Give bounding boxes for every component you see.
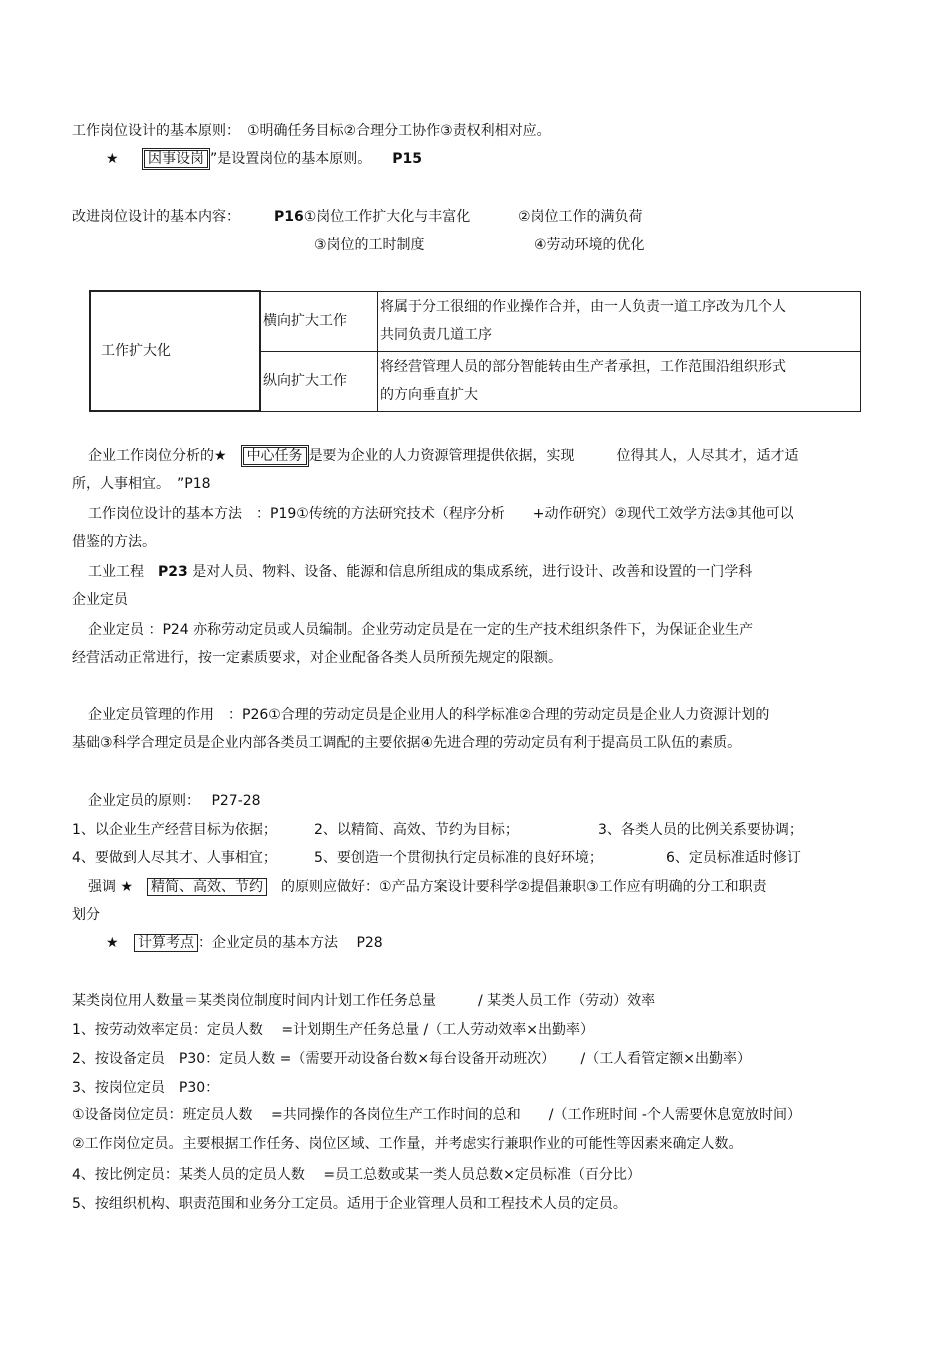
role-line-2: 基础③科学合理定员是企业内部各类员工调配的主要依据④先进合理的劳动定员有利于提高员工队伍的素质。 — [72, 735, 742, 751]
improve-item-4: ④劳动环境的优化 — [534, 237, 645, 253]
formula-line: 某类岗位用人数量＝某类岗位制度时间内计划工作任务总量 / 某类人员工作（劳动）效率 — [72, 993, 656, 1009]
principles-line: 工作岗位设计的基本原则： ①明确任务目标②合理分工协作③责权利相对应。 — [72, 123, 551, 139]
boxed-term: 中心任务 — [241, 445, 309, 467]
analysis-pre: 企业工作岗位分析的★ — [88, 448, 227, 464]
emphasis-line-1 — [88, 877, 767, 897]
method-2: 2、按设备定员 P30：定员人数 =（需要开动设备台数×每台设备开动班次） /（工人看管定额×出勤率） — [72, 1051, 751, 1067]
boxed-term: 因事设岗 — [142, 148, 210, 170]
page-ref: P23 — [158, 564, 188, 580]
table-row-desc: 将经营管理人员的部分智能转由生产者承担，工作范围沿组织形式 的方向垂直扩大 — [378, 351, 861, 411]
method-3: 3、按岗位定员 P30： — [72, 1080, 220, 1096]
improve-label: 改进岗位设计的基本内容： — [72, 209, 240, 225]
boxed-term: 精简、高效、节约 — [147, 878, 267, 896]
star-icon: ★ — [106, 151, 119, 167]
job-enlargement-table — [89, 290, 861, 412]
table-row-name: 横向扩大工作 — [260, 291, 378, 351]
principle-4: 4、要做到人尽其才、人事相宜； — [72, 850, 277, 866]
emphasis-line-2: 划分 — [72, 907, 100, 923]
principle-1: 1、以企业生产经营目标为依据； — [72, 822, 277, 838]
staffing-def-2: 经营活动正常进行，按一定素质要求，对企业配备各类人员所预先规定的限额。 — [72, 650, 562, 666]
calc-rest: ：企业定员的基本方法 P28 — [198, 935, 383, 951]
boxed-term: 计算考点 — [134, 934, 198, 952]
ie-line: 工业工程 P23 是对人员、物料、设备、能源和信息所组成的集成系统，进行设计、改善和设置的一门学科 — [88, 564, 753, 580]
analysis-rest: 是要为企业的人力资源管理提供依据，实现 位得其人，人尽其才，适才适 — [308, 448, 799, 464]
item-text: ①岗位工作扩大化与丰富化 — [303, 209, 471, 225]
table-main-cell: 工作扩大化 — [90, 291, 260, 411]
principle-5: 5、要创造一个贯彻执行定员标准的良好环境； — [314, 850, 603, 866]
analysis-line-1 — [88, 446, 799, 466]
staffing-heading: 企业定员 — [72, 592, 128, 608]
method-line-2: 借鉴的方法。 — [72, 534, 156, 550]
principle-2: 2、以精简、高效、节约为目标； — [314, 822, 519, 838]
principle-heading: 企业定员的原则： P27-28 — [88, 793, 261, 809]
star-icon: ★ — [106, 935, 119, 951]
analysis-line-2: 所，人事相宜。 ”P18 — [72, 476, 211, 492]
table-row-name: 纵向扩大工作 — [260, 351, 378, 411]
method-3-1: ①设备岗位定员：班定员人数 =共同操作的各岗位生产工作时间的总和 /（工作班时间 -个人需要休息宽放时间） — [72, 1107, 801, 1123]
principle-3: 3、各类人员的比例关系要协调； — [598, 822, 803, 838]
method-4: 4、按比例定员：某类人员的定员人数 =员工总数或某一类人员总数×定员标准（百分比） — [72, 1167, 641, 1183]
improve-item-2: ②岗位工作的满负荷 — [518, 209, 643, 225]
calc-heading — [106, 933, 383, 953]
principle-6: 6、定员标准适时修订 — [666, 850, 801, 866]
page-ref: P15 — [392, 151, 423, 167]
method-line-1: 工作岗位设计的基本方法 ：P19①传统的方法研究技术（程序分析 +动作研究）②现代工效学方法③其他可以 — [88, 506, 794, 522]
improve-item-3: ③岗位的工时制度 — [314, 237, 425, 253]
method-3-2: ②工作岗位定员。主要根据工作任务、岗位区域、工作量，并考虑实行兼职作业的可能性等因素来确定人数。 — [72, 1136, 743, 1152]
emphasis-rest: 的原则应做好：①产品方案设计要科学②提倡兼职③工作应有明确的分工和职责 — [281, 879, 767, 895]
improve-item-1 — [274, 207, 470, 227]
method-1: 1、按劳动效率定员：定员人数 =计划期生产任务总量 /（工人劳动效率×出勤率） — [72, 1022, 594, 1038]
staffing-def-1: 企业定员 ：P24 亦称劳动定员或人员编制。企业劳动定员是在一定的生产技术组织条件下，为保证企业生产 — [88, 622, 754, 638]
emphasis-pre: 强调 ★ — [88, 879, 134, 895]
post-principle-line — [106, 149, 422, 169]
method-5: 5、按组织机构、职责范围和业务分工定员。适用于企业管理人员和工程技术人员的定员。 — [72, 1196, 627, 1212]
role-line-1: 企业定员管理的作用 ：P26①合理的劳动定员是企业用人的科学标准②合理的劳动定员是企业人力资源计划的 — [88, 707, 770, 723]
table-row-desc: 将属于分工很细的作业操作合并，由一人负责一道工序改为几个人 共同负责几道工序 — [378, 291, 861, 351]
page-ref: P16 — [274, 209, 304, 225]
post-principle-text: ”是设置岗位的基本原则。 — [210, 151, 365, 167]
